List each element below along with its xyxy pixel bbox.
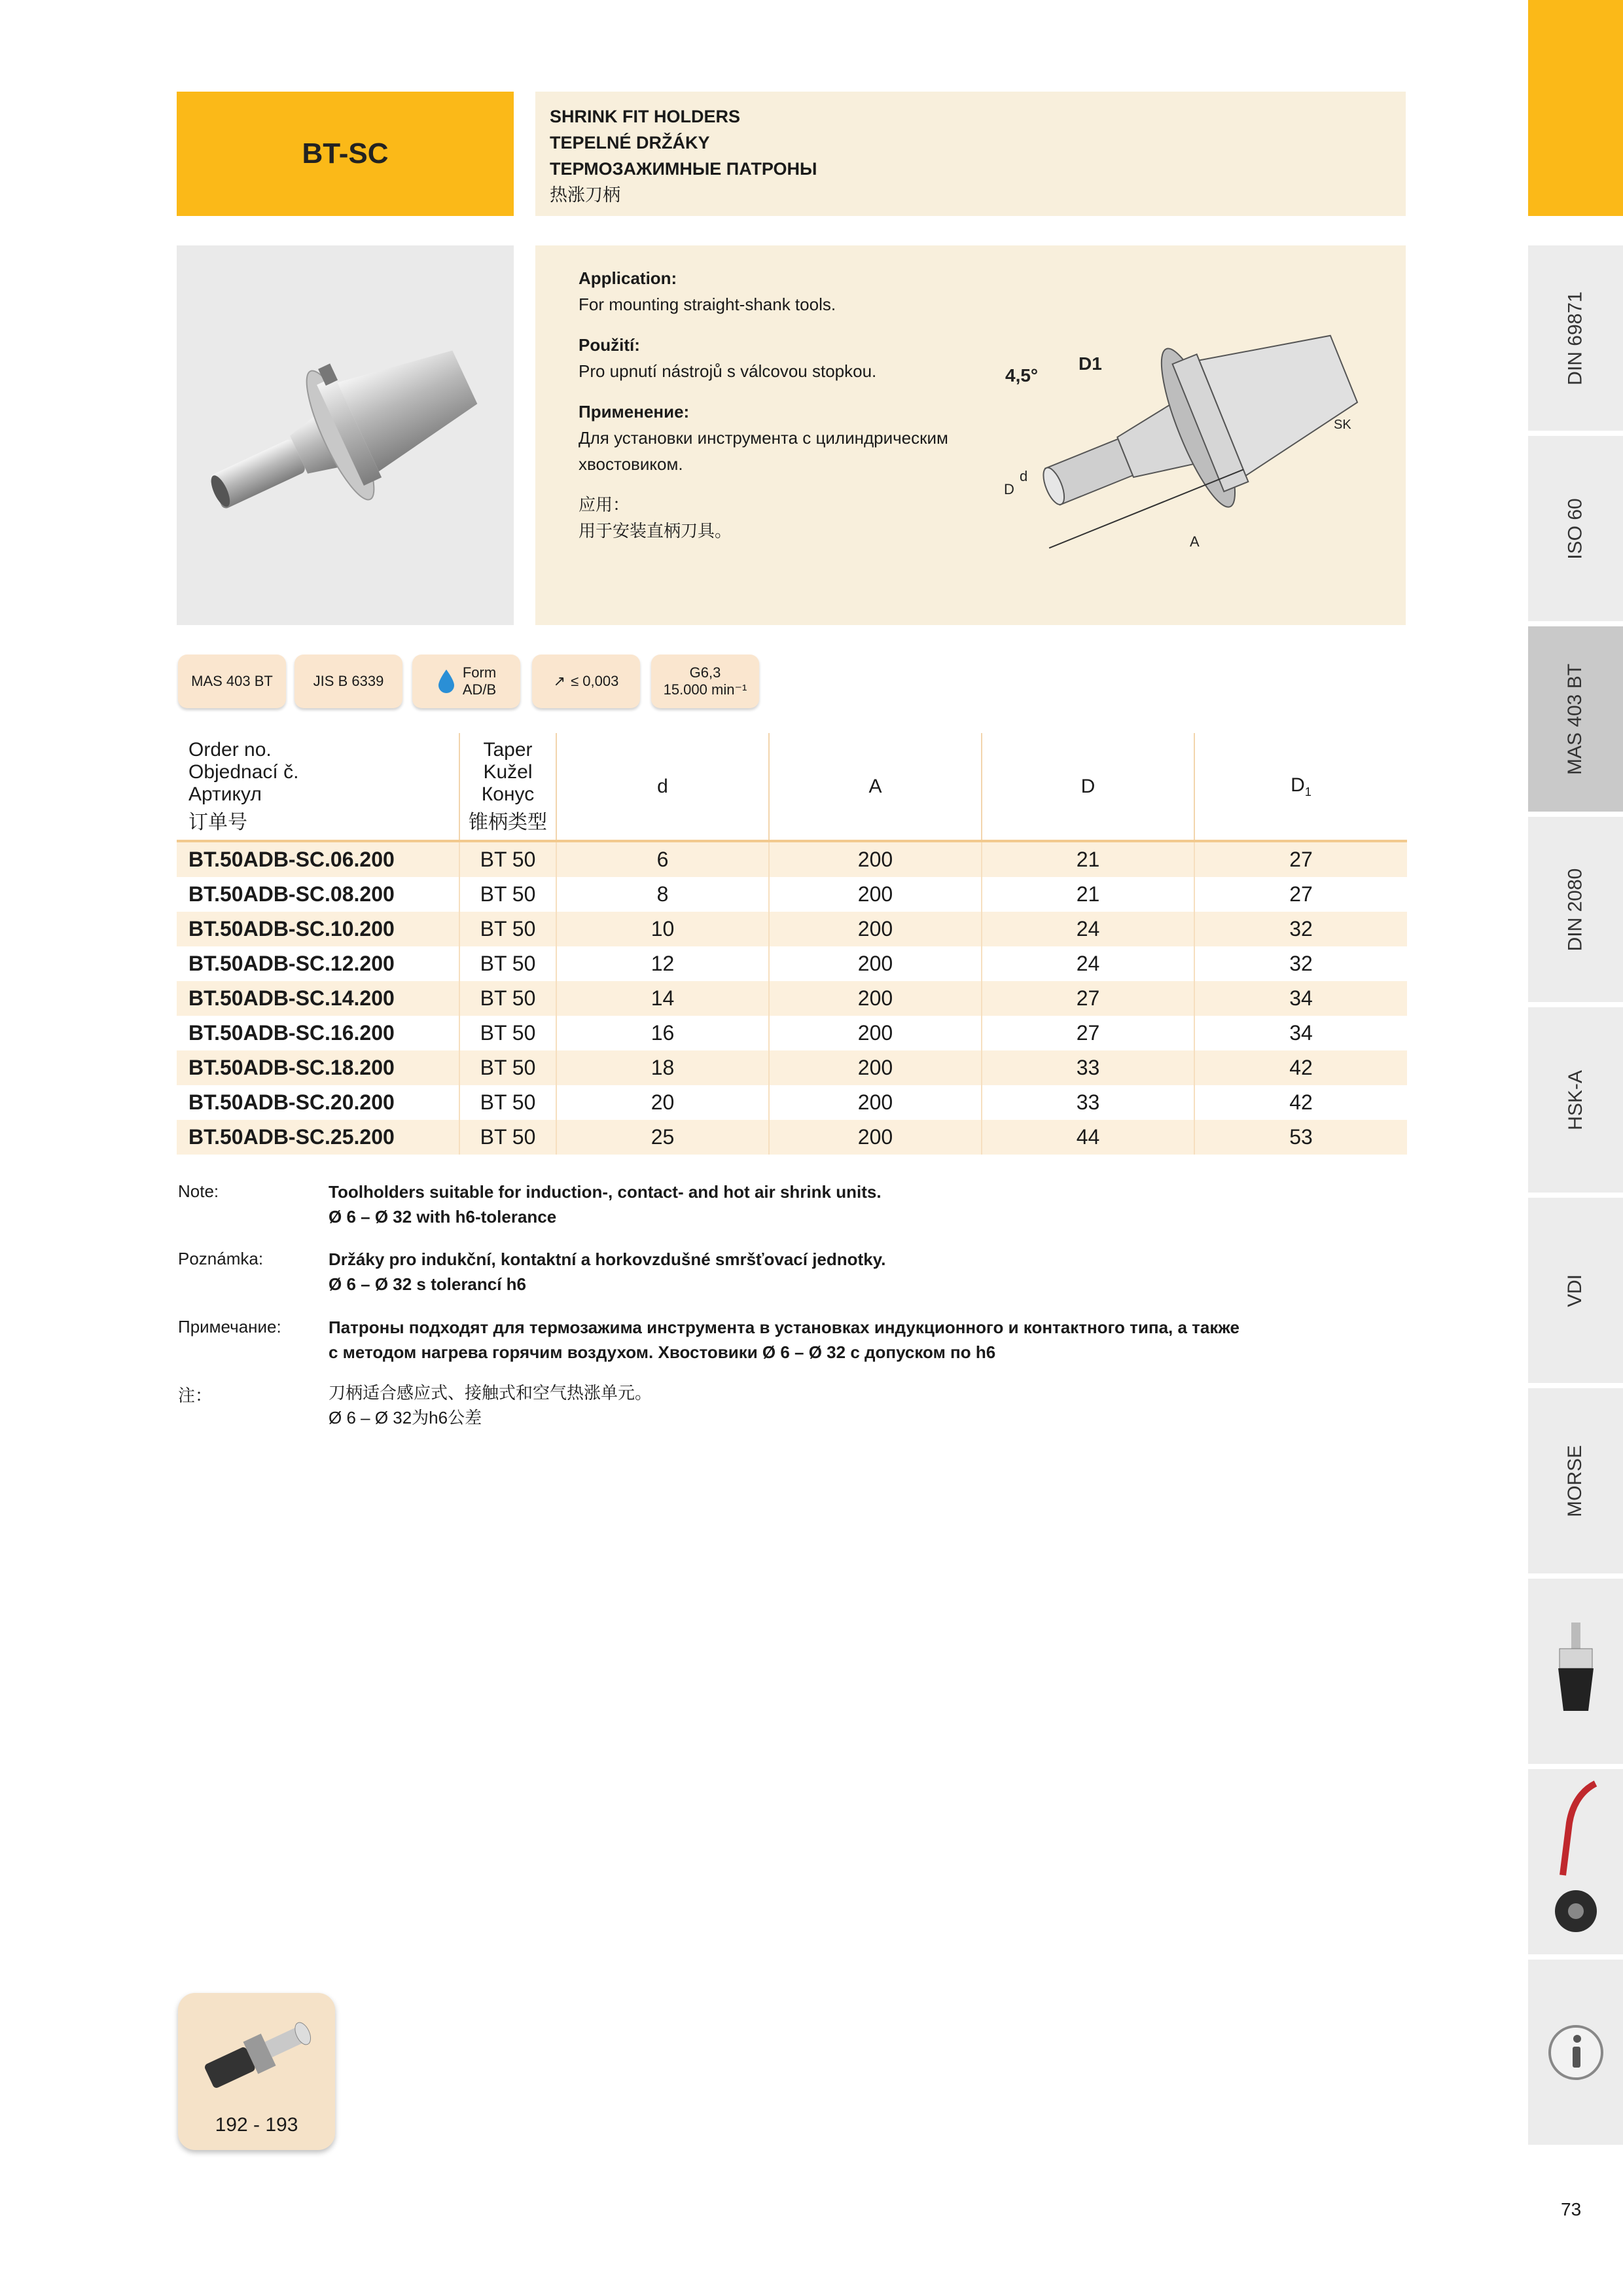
application-cz-text: Pro upnutí nástrojů s válcovou stopkou. (579, 361, 877, 381)
cell-order-no: BT.50ADB-SC.25.200 (177, 1120, 459, 1155)
tab-din-69871[interactable]: DIN 69871 (1528, 245, 1623, 431)
cell-D1: 32 (1194, 912, 1407, 946)
tab-drill-chuck[interactable] (1528, 1579, 1623, 1764)
cell-taper: BT 50 (459, 1016, 556, 1050)
tab-mas-403-bt[interactable]: MAS 403 BT (1528, 626, 1623, 812)
cell-D1: 27 (1194, 841, 1407, 877)
info-icon (1546, 2023, 1605, 2082)
cell-D1: 34 (1194, 981, 1407, 1016)
note-cz-label: Poznámka: (178, 1249, 264, 1268)
cell-A: 200 (769, 981, 982, 1016)
badge-mas-label: MAS 403 BT (191, 673, 273, 689)
subtitle-en: SHRINK FIT HOLDERS (550, 107, 741, 126)
label-D: D (1004, 481, 1014, 497)
cell-D1: 42 (1194, 1085, 1407, 1120)
header-D1: $D_1$ (1194, 733, 1407, 841)
page-number: 73 (1561, 2199, 1582, 2219)
cell-order-no: BT.50ADB-SC.18.200 (177, 1050, 459, 1085)
cell-d: 20 (556, 1085, 769, 1120)
cell-taper: BT 50 (459, 981, 556, 1016)
table-row (177, 981, 1407, 1016)
cell-d: 10 (556, 912, 769, 946)
note-cn-label: 注： (178, 1386, 213, 1405)
header-order-no: Order no. Objednací č. Артикул 订单号 (177, 733, 459, 841)
badge-balance-speed: 15.000 min⁻¹ (663, 681, 747, 698)
cell-D: 33 (982, 1085, 1194, 1120)
cell-order-no: BT.50ADB-SC.16.200 (188, 1021, 395, 1045)
label-A: A (1190, 533, 1200, 550)
badge-coolant (412, 655, 520, 708)
table-row (177, 841, 1407, 877)
badge-form-label: Form (462, 664, 497, 681)
cell-D: 21 (982, 841, 1194, 877)
table-header (177, 733, 1407, 841)
pull-stud-reference[interactable] (178, 1993, 335, 2150)
title-box (177, 92, 514, 216)
cell-D1: 34 (1194, 1016, 1407, 1050)
badge-runout (532, 655, 640, 708)
cell-taper: BT 50 (459, 946, 556, 981)
cell-A: 200 (769, 1120, 982, 1155)
note-ru-label: Примечание: (178, 1317, 281, 1336)
note-cn: 刀柄适合感应式、接触式和空气热涨单元。 Ø 6 – Ø 32为h6公差 (329, 1383, 652, 1427)
drill-chuck-icon (1546, 1619, 1605, 1724)
product-table (177, 733, 1407, 1155)
tab-din-2080[interactable]: DIN 2080 (1528, 817, 1623, 1002)
badge-jis (294, 655, 402, 708)
application-cn-text: 用于安装直柄刀具。 (579, 521, 732, 541)
badge-form-value: AD/B (462, 681, 497, 698)
label-sk: SK (1334, 418, 1351, 432)
tab-morse[interactable]: MORSE (1528, 1388, 1623, 1573)
table-row (177, 1016, 1407, 1050)
cell-d: 25 (556, 1120, 769, 1155)
table-row (177, 1085, 1407, 1120)
product-photo (177, 245, 514, 625)
cell-order-no: BT.50ADB-SC.14.200 (177, 981, 459, 1016)
note-ru: Патроны подходят для термозажима инструмента в установках индукционного и контактного типа, а также с методом нагрева горячим воздухом. Хвостовики Ø 6 – Ø 32 с допуском по h6 (329, 1318, 1240, 1362)
cell-taper: BT 50 (459, 841, 556, 877)
label-d1: D1 (1079, 353, 1102, 374)
wrench-nut-icon (1543, 1777, 1609, 1947)
subtitle-cn: 热涨刀柄 (550, 185, 620, 205)
header-D: D (982, 733, 1194, 841)
cell-A: 200 (769, 912, 982, 946)
table-row (177, 912, 1407, 946)
cell-D: 27 (982, 981, 1194, 1016)
tab-hsk-a[interactable]: HSK-A (1528, 1007, 1623, 1193)
cell-A: 200 (769, 1050, 982, 1085)
cell-order-no: BT.50ADB-SC.06.200 (177, 841, 459, 877)
tab-iso-60[interactable]: ISO 60 (1528, 436, 1623, 621)
cell-order-no: BT.50ADB-SC.20.200 (188, 1090, 395, 1114)
table-row (177, 946, 1407, 981)
badge-mas (178, 655, 286, 708)
cell-order-no: BT.50ADB-SC.08.200 (188, 882, 395, 906)
cell-d: 18 (556, 1050, 769, 1085)
cell-A: 200 (769, 1016, 982, 1050)
cell-taper: BT 50 (459, 1120, 556, 1155)
cell-d: 12 (556, 946, 769, 981)
label-d: d (1020, 468, 1028, 484)
cell-A: 200 (769, 1085, 982, 1120)
note-cz: Držáky pro indukční, kontaktní a horkovzdušné smršťovací jednotky. Ø 6 – Ø 32 s tolerancí h6 (329, 1249, 886, 1294)
pull-stud-icon (191, 2006, 322, 2104)
subtitle-cz: TEPELNÉ DRŽÁKY (550, 133, 710, 152)
cell-A: 200 (769, 841, 982, 877)
header-A: A (769, 733, 982, 841)
table-row (177, 1120, 1407, 1155)
application-box (535, 245, 1406, 625)
cell-order-no: BT.50ADB-SC.10.200 (177, 912, 459, 946)
application-en-text: For mounting straight-shank tools. (579, 295, 836, 314)
application-ru-heading: Применение: (579, 402, 690, 422)
cell-D1: 32 (1194, 946, 1407, 981)
header-subtitles (535, 92, 1406, 216)
cell-taper: BT 50 (459, 912, 556, 946)
cell-A: 200 (769, 877, 982, 912)
cell-d: 14 (556, 981, 769, 1016)
cell-taper: BT 50 (459, 877, 556, 912)
cell-D1: 42 (1194, 1050, 1407, 1085)
runout-arrow-icon: ↗ (553, 673, 566, 689)
cell-d: 6 (556, 841, 769, 877)
note-en-label: Note: (178, 1181, 219, 1201)
technical-drawing (993, 272, 1393, 612)
page-title: BT-SC (302, 137, 389, 170)
tab-info[interactable] (1528, 1960, 1623, 2145)
label-angle: 4,5° (1005, 365, 1039, 386)
application-ru-text-1: Для установки инструмента с цилиндрическим (579, 428, 948, 448)
cell-D: 33 (982, 1050, 1194, 1085)
cell-taper: BT 50 (459, 1050, 556, 1085)
cell-taper: BT 50 (459, 1085, 556, 1120)
sidebar-accent (1528, 0, 1623, 216)
pull-stud-pages: 192 - 193 (215, 2114, 298, 2136)
badge-balance (651, 655, 759, 708)
application-cn-heading: 应用： (579, 495, 630, 514)
cell-A: 200 (769, 946, 982, 981)
application-cz-heading: Použití: (579, 335, 640, 355)
table-row (177, 1050, 1407, 1085)
header-d: d (556, 733, 769, 841)
cell-D: 24 (982, 946, 1194, 981)
cell-d: 8 (556, 877, 769, 912)
note-en: Toolholders suitable for induction-, contact- and hot air shrink units. Ø 6 – Ø 32 with h6-tolerance (329, 1182, 882, 1227)
tab-vdi[interactable]: VDI (1528, 1198, 1623, 1383)
tab-accessories[interactable] (1528, 1769, 1623, 1954)
badge-jis-label: JIS B 6339 (313, 673, 384, 689)
cell-order-no: BT.50ADB-SC.12.200 (188, 952, 395, 975)
subtitle-ru: ТЕРМОЗАЖИМНЫЕ ПАТРОНЫ (550, 159, 817, 179)
application-en-heading: Application: (579, 268, 677, 288)
header-taper: Taper Kužel Конус 锥柄类型 (459, 733, 556, 841)
cell-D: 24 (982, 912, 1194, 946)
table-row (177, 877, 1407, 912)
cell-D: 21 (982, 877, 1194, 912)
application-ru-text-2: хвостовиком. (579, 454, 683, 474)
cell-D1: 53 (1194, 1120, 1407, 1155)
cell-D1: 27 (1194, 877, 1407, 912)
cell-D: 27 (982, 1016, 1194, 1050)
cell-D: 44 (982, 1120, 1194, 1155)
cell-d: 16 (556, 1016, 769, 1050)
coolant-drop-icon (437, 668, 456, 694)
badge-runout-label: ≤ 0,003 (571, 673, 619, 689)
badge-balance-grade: G6,3 (689, 664, 721, 681)
